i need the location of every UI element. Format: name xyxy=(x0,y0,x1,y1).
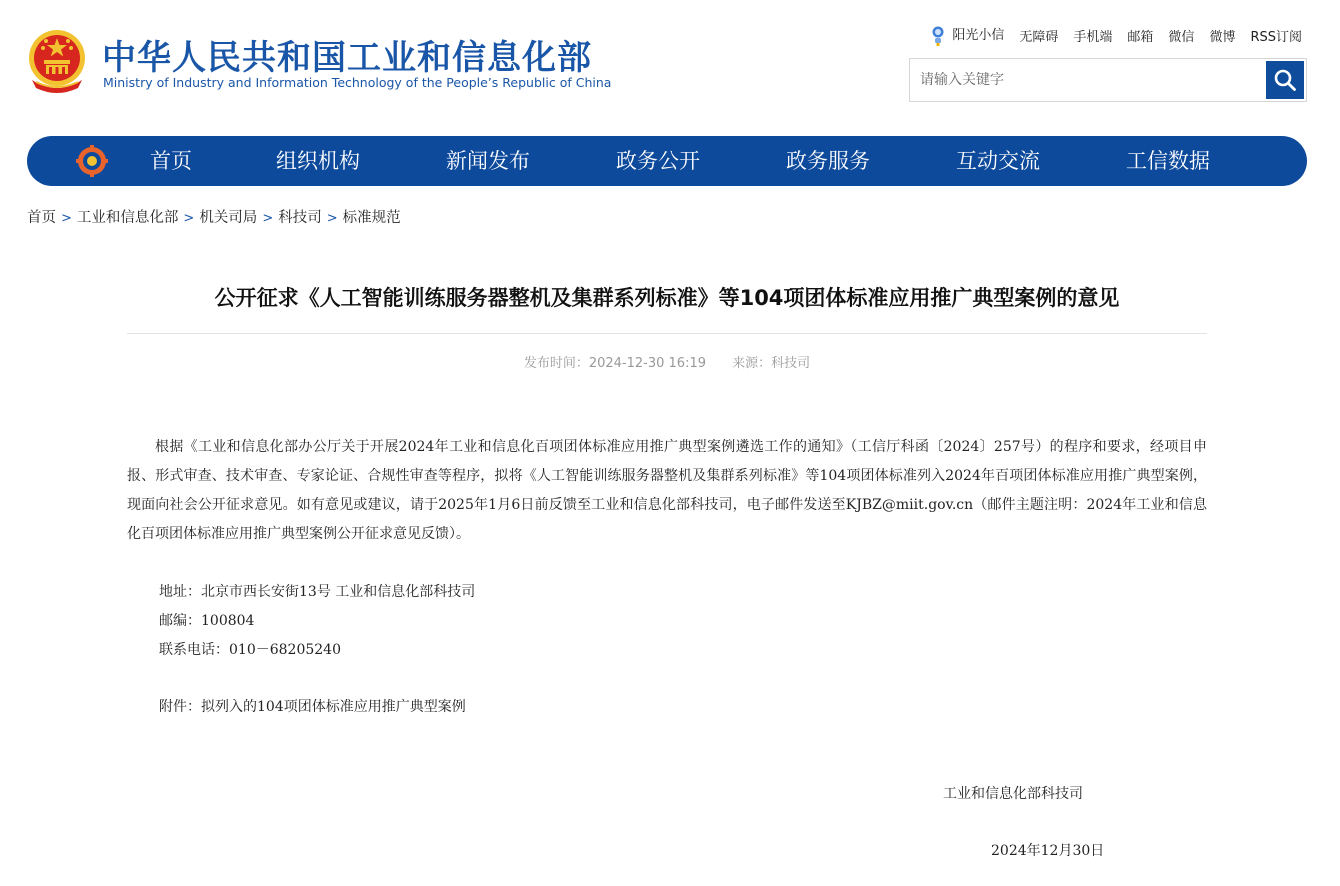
breadcrumb-separator: > xyxy=(262,211,274,226)
breadcrumb-separator: > xyxy=(61,211,72,226)
gear-logo-icon[interactable] xyxy=(75,145,109,177)
article-paragraph: 根据《工业和信息化部办公厅关于开展2024年工业和信息化百项团体标准应用推广典型案例遴选工作的通知》（工信厅科函〔2024〕257号）的程序和要求，经项目申报、形式审查、技术审查、专家论证、合规性审查等程序，拟将《人工智能训练服务器整机及集群系列标准》等104项团体标准列入2024年百项团体标准应用推广典型案例，现面向社会公开征求意见。如有意见或建议，请于2025年1月6日前反馈至工业和信息化部科技司，电子邮件发送至KJBZ@miit.gov.cn（邮件主题注明：2024年工业和信息化百项团体标准应用推广典型案例公开征求意见反馈）。 xyxy=(127,439,1207,542)
top-link-weibo[interactable]: 微博 xyxy=(1209,29,1236,45)
breadcrumb-separator: > xyxy=(326,211,338,226)
breadcrumb-departments[interactable]: 机关司局 xyxy=(199,210,258,226)
breadcrumb xyxy=(27,206,401,227)
nav-item-news[interactable]: 新闻发布 xyxy=(446,149,530,173)
top-link-label: 阳光小信 xyxy=(952,28,1005,43)
breadcrumb-home[interactable]: 首页 xyxy=(27,210,56,226)
nav-item-organization[interactable]: 组织机构 xyxy=(276,149,360,173)
top-link-sunshine[interactable] xyxy=(930,24,1004,47)
robot-assistant-icon xyxy=(930,25,946,47)
top-links xyxy=(930,24,1302,47)
page-header xyxy=(0,0,1340,130)
site-name[interactable]: 中华人民共和国工业和信息化部 xyxy=(102,38,592,78)
article-body xyxy=(127,433,1207,549)
contact-address: 地址：北京市西长安街13号 工业和信息化部科技司 xyxy=(159,584,476,600)
top-link-mail[interactable]: 邮箱 xyxy=(1127,29,1154,45)
nav-item-data[interactable]: 工信数据 xyxy=(1126,149,1210,173)
top-link-accessibility[interactable]: 无障碍 xyxy=(1019,29,1059,45)
title-divider xyxy=(127,333,1207,334)
search-button[interactable] xyxy=(1266,61,1304,99)
search-input[interactable] xyxy=(910,59,1266,101)
nav-item-interaction[interactable]: 互动交流 xyxy=(956,149,1040,173)
publish-time: 发布时间：2024-12-30 16:19 xyxy=(523,356,706,371)
breadcrumb-ministry[interactable]: 工业和信息化部 xyxy=(76,210,179,226)
site-name-english: Ministry of Industry and Information Technology of the People’s Republic of China xyxy=(103,75,612,90)
top-link-wechat[interactable]: 微信 xyxy=(1168,29,1195,45)
contact-postcode: 邮编：100804 xyxy=(159,613,255,629)
signature: 工业和信息化部科技司 xyxy=(943,786,1083,802)
signature-date: 2024年12月30日 xyxy=(991,843,1105,859)
breadcrumb-separator: > xyxy=(183,211,195,226)
attachment-link[interactable]: 附件：拟列入的104项团体标准应用推广典型案例 xyxy=(159,699,466,715)
contact-phone: 联系电话：010－68205240 xyxy=(159,642,341,658)
breadcrumb-standards[interactable]: 标准规范 xyxy=(342,210,401,226)
top-link-mobile[interactable]: 手机端 xyxy=(1073,29,1113,45)
nav-item-government-affairs[interactable]: 政务公开 xyxy=(616,149,700,173)
nav-item-government-services[interactable]: 政务服务 xyxy=(786,149,870,173)
article-source: 来源：科技司 xyxy=(732,356,811,371)
national-emblem-icon[interactable] xyxy=(26,28,88,94)
top-link-rss[interactable]: RSS订阅 xyxy=(1250,29,1302,45)
breadcrumb-science-dept[interactable]: 科技司 xyxy=(278,210,322,226)
search-box xyxy=(909,58,1307,102)
nav-item-home[interactable]: 首页 xyxy=(150,149,192,173)
article-meta xyxy=(127,352,1207,371)
article-title: 公开征求《人工智能训练服务器整机及集群系列标准》等104项团体标准应用推广典型案例的意见 xyxy=(214,286,1120,310)
search-icon xyxy=(1273,68,1297,92)
main-nav xyxy=(27,136,1307,186)
